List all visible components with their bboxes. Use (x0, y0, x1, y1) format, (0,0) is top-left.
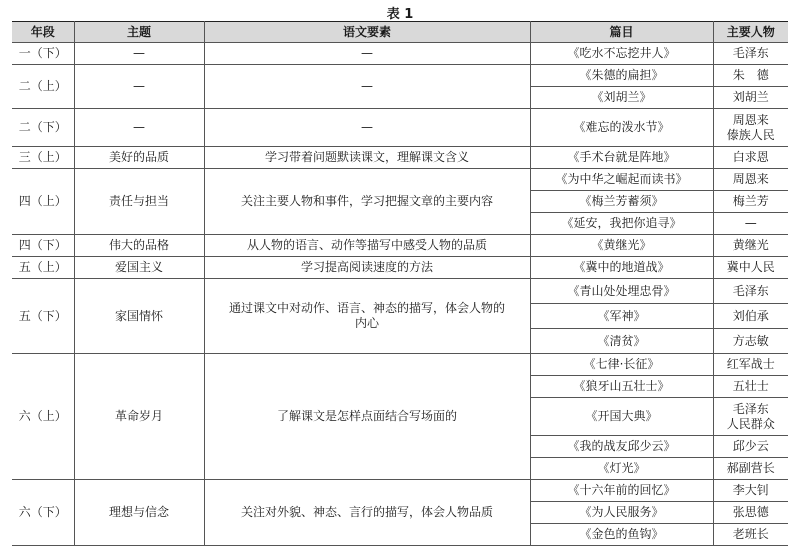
title-cell-text: 《为中华之崛起而读书》 (555, 172, 688, 186)
title-cell (530, 398, 713, 436)
title-cell (530, 147, 713, 169)
header-title: 篇目 (530, 22, 713, 43)
title-cell-text: 《开国大典》 (585, 409, 658, 423)
element-cell-text: 通过课文中对动作、语言、神态的描写，体会人物的 内心 (228, 301, 505, 330)
title-cell (530, 213, 713, 235)
element-cell-text: — (361, 46, 373, 60)
theme-cell-text: 革命岁月 (114, 409, 163, 423)
header-row (12, 22, 788, 43)
theme-cell (74, 279, 204, 354)
theme-cell-text: 爱国主义 (114, 260, 163, 274)
theme-cell (74, 169, 204, 235)
element-cell (204, 257, 530, 279)
title-cell (530, 376, 713, 398)
person-cell (713, 191, 788, 213)
element-cell-text: 关注主要人物和事件，学习把握文章的主要内容 (240, 194, 493, 208)
element-cell (204, 43, 530, 65)
title-cell (530, 329, 713, 354)
grade-cell (12, 109, 74, 147)
grade-cell-text: 五（下） (18, 308, 67, 323)
element-cell (204, 354, 530, 480)
element-cell (204, 65, 530, 109)
person-cell (713, 354, 788, 376)
grade-cell (12, 65, 74, 109)
person-cell (713, 235, 788, 257)
title-cell-text: 《灯光》 (597, 461, 646, 475)
title-cell-text: 《狼牙山五壮士》 (573, 379, 670, 393)
title-cell-text: 《梅兰芳蓄须》 (579, 194, 664, 208)
person-cell-text: 邱少云 (732, 439, 769, 453)
grade-cell-text: 四（下） (18, 238, 67, 252)
person-cell-text: 周恩来 (732, 172, 769, 186)
person-cell-text: 毛泽东 (732, 283, 769, 298)
grade-cell (12, 235, 74, 257)
person-cell-text: 毛泽东 (732, 46, 769, 60)
table-row (12, 480, 788, 502)
grade-cell (12, 480, 74, 546)
title-cell (530, 235, 713, 257)
element-cell (204, 480, 530, 546)
element-cell-text: 了解课文是怎样点面结合写场面的 (276, 409, 457, 423)
title-cell-text: 《手术台就是阵地》 (567, 150, 676, 164)
person-cell-text: 红军战士 (726, 357, 775, 371)
grade-cell (12, 257, 74, 279)
element-cell-text: 学习提高阅读速度的方法 (300, 260, 433, 274)
person-cell-text: 刘胡兰 (732, 90, 769, 104)
theme-cell-text: 责任与担当 (108, 194, 169, 208)
title-cell-text: 《朱德的扁担》 (579, 68, 664, 82)
header-element: 语文要素 (204, 22, 530, 43)
grade-cell-text: 六（上） (18, 409, 67, 423)
title-cell-text: 《延安，我把你追寻》 (561, 216, 682, 230)
title-cell (530, 524, 713, 546)
person-cell-text: 黄继光 (732, 238, 769, 252)
table-row (12, 354, 788, 376)
person-cell (713, 398, 788, 436)
person-cell (713, 480, 788, 502)
table-row (12, 147, 788, 169)
person-cell-text: 周恩来 傣族人民 (726, 112, 775, 142)
person-cell (713, 147, 788, 169)
title-cell-text: 《七律·长征》 (583, 357, 660, 371)
table-caption: 表 1 (386, 7, 414, 22)
person-cell-text: 张思德 (732, 505, 769, 519)
person-cell-text: 方志敏 (732, 333, 769, 348)
title-cell-text: 《青山处处埋忠骨》 (567, 283, 676, 298)
theme-cell (74, 257, 204, 279)
curriculum-table (12, 21, 788, 546)
title-cell (530, 480, 713, 502)
title-cell-text: 《难忘的泼水节》 (573, 120, 670, 134)
person-cell-text: 老班长 (732, 527, 769, 541)
table-row (12, 43, 788, 65)
title-cell (530, 279, 713, 304)
title-cell (530, 191, 713, 213)
title-cell (530, 43, 713, 65)
theme-cell-text: 理想与信念 (108, 505, 169, 519)
theme-cell (74, 109, 204, 147)
title-cell-text: 《黄继光》 (591, 238, 652, 252)
theme-cell-text: — (133, 120, 145, 134)
header-theme: 主题 (74, 22, 204, 43)
title-cell-text: 《金色的鱼钩》 (579, 527, 664, 541)
person-cell (713, 279, 788, 304)
title-cell (530, 354, 713, 376)
title-cell (530, 169, 713, 191)
title-cell-text: 《军神》 (597, 308, 646, 323)
element-cell (204, 169, 530, 235)
table-row (12, 257, 788, 279)
person-cell (713, 65, 788, 87)
person-cell (713, 524, 788, 546)
title-cell (530, 436, 713, 458)
title-cell-text: 《冀中的地道战》 (573, 260, 670, 274)
person-cell-text: — (744, 216, 757, 230)
element-cell-text: 关注对外貌、神态、言行的描写，体会人物品质 (240, 505, 493, 519)
element-cell (204, 109, 530, 147)
grade-cell-text: 二（上） (18, 79, 67, 93)
grade-cell (12, 147, 74, 169)
person-cell (713, 304, 788, 329)
grade-cell-text: 五（上） (18, 260, 67, 274)
person-cell-text: 刘伯承 (732, 308, 769, 323)
grade-cell-text: 二（下） (18, 120, 67, 134)
title-cell-text: 《为人民服务》 (579, 505, 664, 519)
header-person: 主要人物 (713, 22, 788, 43)
person-cell (713, 257, 788, 279)
theme-cell (74, 147, 204, 169)
grade-cell (12, 169, 74, 235)
person-cell (713, 502, 788, 524)
table-body (12, 43, 788, 546)
element-cell (204, 147, 530, 169)
title-cell (530, 257, 713, 279)
title-cell-text: 《我的战友邱少云》 (567, 439, 676, 453)
grade-cell (12, 354, 74, 480)
person-cell (713, 213, 788, 235)
header-grade: 年段 (12, 22, 74, 43)
title-cell (530, 304, 713, 329)
person-cell (713, 43, 788, 65)
grade-cell (12, 279, 74, 354)
person-cell-text: 冀中人民 (726, 260, 775, 274)
table-row (12, 235, 788, 257)
person-cell-text: 白求恩 (732, 150, 769, 164)
title-cell (530, 109, 713, 147)
person-cell (713, 109, 788, 147)
person-cell-text: 梅兰芳 (732, 194, 769, 208)
person-cell-text: 郝副营长 (726, 461, 775, 475)
title-cell-text: 《吃水不忘挖井人》 (567, 46, 676, 60)
person-cell (713, 376, 788, 398)
theme-cell (74, 235, 204, 257)
table-row (12, 65, 788, 87)
element-cell-text: 从人物的语言、动作等描写中感受人物的品质 (246, 238, 487, 252)
person-cell (713, 169, 788, 191)
title-cell-text: 《刘胡兰》 (591, 90, 652, 104)
title-cell-text: 《清贫》 (597, 333, 646, 348)
theme-cell (74, 480, 204, 546)
table-row (12, 169, 788, 191)
grade-cell-text: 一（下） (18, 46, 67, 60)
person-cell (713, 458, 788, 480)
person-cell-text: 朱 德 (732, 68, 769, 82)
person-cell-text: 毛泽东 人民群众 (726, 401, 775, 431)
person-cell-text: 五壮士 (732, 379, 769, 393)
theme-cell-text: 家国情怀 (114, 308, 163, 323)
person-cell-text: 李大钊 (732, 483, 769, 497)
element-cell (204, 235, 530, 257)
grade-cell-text: 三（上） (18, 150, 67, 164)
person-cell (713, 329, 788, 354)
theme-cell-text: 伟大的品格 (108, 238, 169, 252)
grade-cell-text: 六（下） (18, 505, 67, 519)
person-cell (713, 87, 788, 109)
grade-cell (12, 43, 74, 65)
theme-cell (74, 354, 204, 480)
table-row (12, 109, 788, 147)
person-cell (713, 436, 788, 458)
table-row (12, 279, 788, 304)
title-cell-text: 《十六年前的回忆》 (567, 483, 676, 497)
theme-cell (74, 65, 204, 109)
element-cell-text: — (361, 79, 373, 93)
title-cell (530, 87, 713, 109)
element-cell-text: — (361, 120, 373, 134)
element-cell (204, 279, 530, 354)
element-cell-text: 学习带着问题默读课文，理解课文含义 (264, 150, 469, 164)
theme-cell-text: 美好的品质 (108, 150, 169, 164)
title-cell (530, 458, 713, 480)
theme-cell-text: — (133, 46, 145, 60)
title-cell (530, 65, 713, 87)
grade-cell-text: 四（上） (18, 194, 67, 208)
title-cell (530, 502, 713, 524)
theme-cell (74, 43, 204, 65)
theme-cell-text: — (133, 79, 145, 93)
